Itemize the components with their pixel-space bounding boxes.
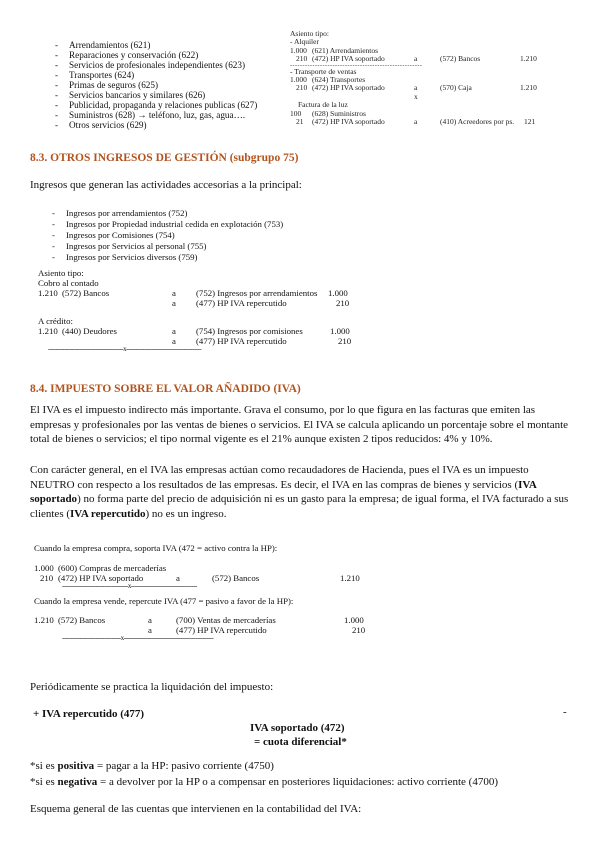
paragraph-iva-definition: El IVA es el impuesto indirecto más importante. Grava el consumo, por lo que figura en las facturas que emiten las empresas y profesionales por las ventas de bienes o servicios. El IVA se calcula aplicando un porcentaje sobre el montante total de bienes o servicios; el tipo normal vigente es el 21% aunque existen 2 tipos reducidos: 4% y 10%. <box>30 404 569 445</box>
list-item: - Publicidad, propaganda y relaciones publicas (627) <box>55 100 290 110</box>
list-item: - Ingresos por arrendamientos (752) <box>52 208 352 219</box>
separator: - - - - - - - - - - - - - - - - - - - - - - - - - - - - - - - - - - - - - - - - - - - - - - - - - - - - - <box>290 63 422 68</box>
separator: --------------------------------x------------------------------------------------- <box>62 635 214 642</box>
liquidation-intro: Periódicamente se practica la liquidación del impuesto: <box>30 681 274 693</box>
iva-journal-example <box>34 543 374 642</box>
bold-term: IVA soportado <box>30 478 537 505</box>
income-journal-example <box>38 268 358 353</box>
journal-row: a (477) HP IVA repercutido 210 <box>172 336 352 346</box>
paragraph-iva-neutral: Con carácter general, en el IVA las empresas actúan como recaudadores de Hacienda, pues el IVA es un impuesto NEUTRO con respecto a los resultados de las empresas. Es decir, el IVA en las compras de bienes y servicios (IVA soportado) no forma parte del precio de adquisición ni es un gasto para la empresa; de igual forma, el IVA facturado a sus clientes (IVA repercutido) no es un ingreso. <box>30 464 569 520</box>
list-item: - Reparaciones y conservación (622) <box>55 50 290 60</box>
example-subtitle: Cobro al contado <box>38 278 99 288</box>
list-item: - Otros servicios (629) <box>55 120 290 130</box>
list-item: - Servicios de profesionales independientes (623) <box>55 60 290 70</box>
expense-journal-example <box>290 30 548 126</box>
journal-row: 210 (472) HP IVA soportado a (570) Caja 1.210 <box>296 83 537 93</box>
example-title: Asiento tipo: <box>38 268 84 278</box>
journal-row: 1.210 (572) Bancos a (752) Ingresos por arrendamientos 1.000 <box>38 288 348 298</box>
example-subtitle: Factura de la luz <box>298 100 348 110</box>
list-item: - Suministros (628) → teléfono, luz, gas, agua…. <box>55 110 290 120</box>
list-item: - Ingresos por Comisiones (754) <box>52 230 352 241</box>
list-item: - Servicios bancarios y similares (626) <box>55 90 290 100</box>
example-title: Cuando la empresa compra, soporta IVA (472 = activo contra la HP): <box>34 543 278 553</box>
list-item: - Transportes (624) <box>55 70 290 80</box>
liquidation-line-repercutido: + IVA repercutido (477) <box>33 708 145 720</box>
separator: ------------------------------------x------------------------------------ <box>62 582 197 590</box>
liquidation-line-cuota: = cuota diferencial* <box>254 736 347 748</box>
example-subtitle: - Transporte de ventas <box>290 66 357 76</box>
example-subtitle: A crédito: <box>38 316 73 326</box>
income-subaccount-list <box>52 208 352 263</box>
expense-subaccount-list <box>55 40 290 130</box>
separator: -----------------------------------------x----------------------------------------- <box>48 346 202 353</box>
section-heading-8-3: 8.3. OTROS INGRESOS DE GESTIÓN (subgrupo 75) <box>30 152 299 164</box>
journal-row: 1.000 (600) Compras de mercaderías <box>34 562 167 573</box>
journal-row: 1.000 (621) Arrendamientos <box>290 45 379 55</box>
section-intro: Ingresos que generan las actividades accesorias a la principal: <box>30 179 302 191</box>
section-heading-8-4: 8.4. IMPUESTO SOBRE EL VALOR AÑADIDO (IVA) <box>30 383 301 395</box>
journal-row: 21 (472) HP IVA soportado a (410) Acreedores por ps. 121 <box>296 116 536 126</box>
journal-row: 1.000 (624) Transportes <box>290 75 366 84</box>
example-subtitle: - Alquiler <box>290 37 319 47</box>
liquidation-line-soportado: IVA soportado (472) <box>250 722 345 734</box>
journal-row: 1.210 (572) Bancos a (700) Ventas de mercaderías 1.000 <box>34 615 364 625</box>
journal-row: 100 (628) Suministros <box>290 108 366 118</box>
list-item: - Primas de seguros (625) <box>55 80 290 90</box>
bold-term: IVA repercutido <box>70 507 146 520</box>
note-positive: *si es positiva = pagar a la HP: pasivo corriente (4750) <box>30 760 274 772</box>
list-item: - Ingresos por Propiedad industrial cedida en explotación (753) <box>52 219 352 230</box>
note-negative: *si es negativa = a devolver por la HP o a compensar en posteriores liquidaciones: activo corriente (4700) <box>30 776 498 788</box>
list-item: - Ingresos por Servicios diversos (759) <box>52 252 352 263</box>
list-item: - Ingresos por Servicios al personal (755) <box>52 241 352 252</box>
example-title: Cuando la empresa vende, repercute IVA (477 = pasivo a favor de la HP): <box>34 595 294 606</box>
list-item: - Arrendamientos (621) <box>55 40 290 50</box>
scheme-intro: Esquema general de las cuentas que intervienen en la contabilidad del IVA: <box>30 803 362 815</box>
journal-row: 210 (472) HP IVA soportado a (572) Bancos 1.210 <box>40 572 360 583</box>
liquidation-minus: - <box>563 706 567 718</box>
journal-row: a (477) HP IVA repercutido 210 <box>148 625 366 635</box>
example-title: Asiento tipo: <box>290 29 329 38</box>
journal-row: a (477) HP IVA repercutido 210 <box>172 298 350 308</box>
journal-row: x <box>414 91 418 101</box>
journal-row: 210 (472) HP IVA soportado a (572) Bancos 1.210 <box>296 54 537 64</box>
journal-row: 1.210 (440) Deudores a (754) Ingresos por comisiones 1.000 <box>38 326 350 336</box>
